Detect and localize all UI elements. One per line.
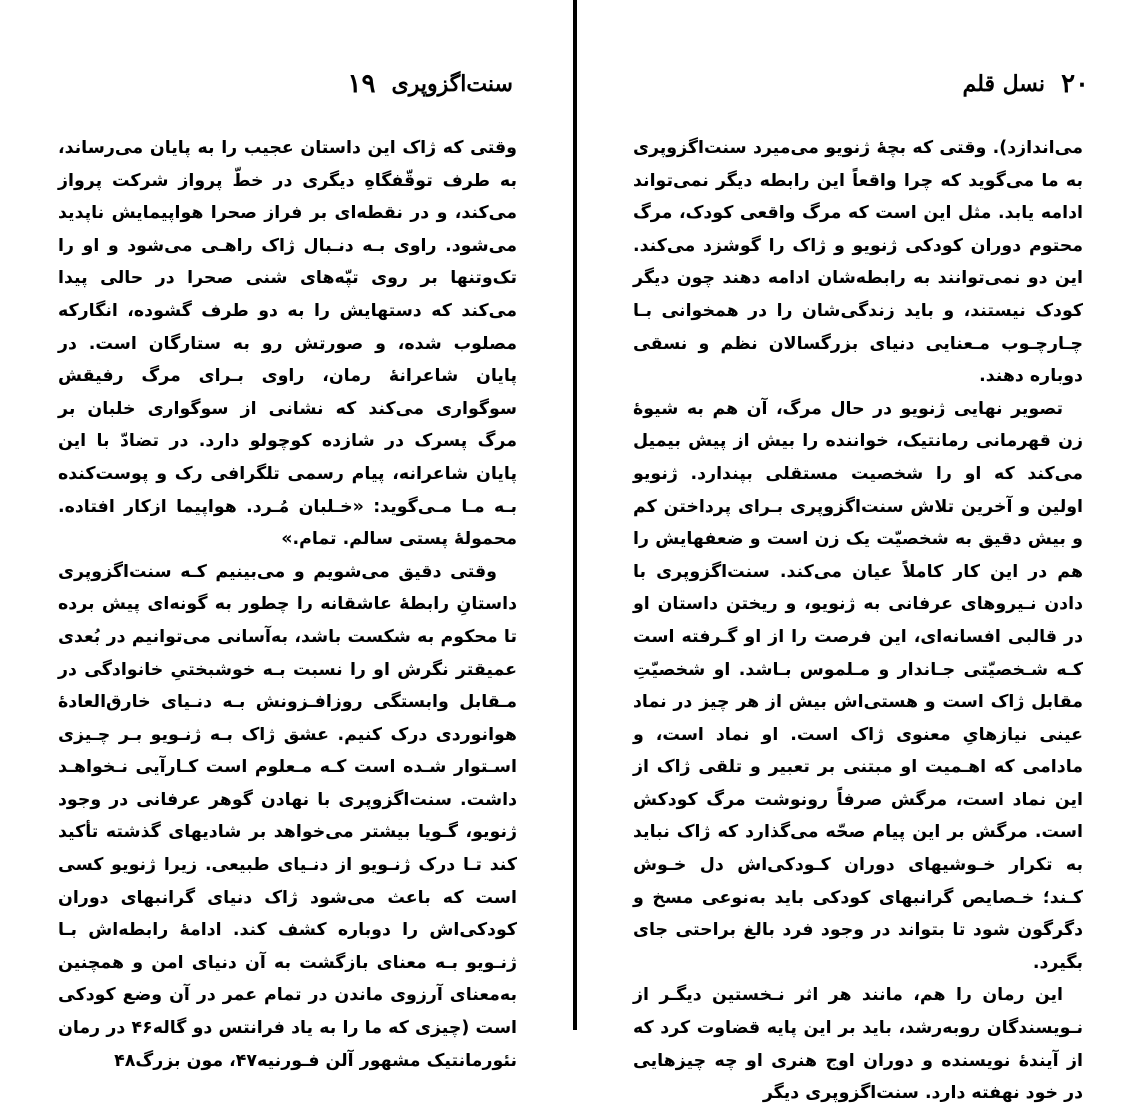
running-title: سنت‌اگزوپری — [391, 71, 513, 97]
left-page — [0, 0, 573, 1071]
right-page-body — [633, 132, 1083, 1110]
page-number: ۲۰ — [1061, 69, 1089, 99]
paragraph: وقتی دقیق می‌شویم و می‌بینیم کـه سنت‌اگزوپری داستانِ رابطهٔ عاشقانه را چطور به گونه‌ای پیش برده تا محکوم به شکست باشد، به‌آسانی می‌توانیم در بُعدی عمیقتر نگرش او را نسبت بـه خوشبختیِ خانوادگی در مـقابل وابستگی روزافـزونش بـه دنـیای خارق‌العادهٔ هوانوردی درک کنیم. عشق ژاک بـه ژنـویو بـر چـیزی اسـتوار شـده است کـه مـعلوم است کـارآیی نـخواهـد داشت. سنت‌اگزوپری با نهادن گوهر عرفانی در وجود ژنویو، گـویا بیشتر می‌خواهد بر شادیهای گذشته تأکید کند تـا درک ژنـویو از دنـیای طبیعی. زیرا ژنویو کسی است که باعث می‌شود ژاک دنیای گرانبهای دوران کودکی‌اش را دوباره کشف کند. ادامهٔ رابطه‌اش بـا ژنـویو بـه معنای بازگشت به آن دنیای امن و همچنین به‌معنای آرزوی ماندن در تمام عمر در آن وضع کودکی است (چیزی که ما را به یاد فرانتس دو گاله۴۶ در رمان نئورمانتیک مشهور آلن فـورنیه۴۷، مون بزرگ۴۸ — [58, 561, 518, 1071]
page-number: ۱۹ — [347, 69, 376, 99]
running-title: نسل قلم — [962, 71, 1046, 97]
left-page-header — [348, 66, 513, 102]
right-page-header — [963, 66, 1089, 102]
left-page-body — [58, 132, 517, 1077]
paragraph: می‌اندازد). وقتی که بچهٔ ژنویو می‌میرد سنت‌اگزوپری به ما می‌گوید که چرا واقعاً این رابطه دیگر نمی‌تواند ادامه یابد. مثل این است که مرگ واقعی کودک، مرگ محتوم دوران کودکی ژنویو و ژاک را گوشزد می‌کند. این دو نمی‌توانند به رابطه‌شان ادامه دهند چون دیگر کودک نیستند، و باید زندگی‌شان را در همخوانی بـا چـارچـوب مـعنایی دنیای بزرگسالان نظم و نسقی دوباره دهند. — [633, 138, 1083, 387]
paragraph: این رمان را هم، مانند هر اثر نـخستین دیگـر از نـویسندگان روبه‌رشد، باید بر این پایه قضاوت کرد که از آیندهٔ نویسنده و دوران اوج هنری او چه چیزهایی در خود نهفته دارد. سنت‌اگزوپری دیگر — [633, 985, 1083, 1104]
paragraph: وقتی که ژاک این داستان عجیب را به پایان می‌رساند، به طرف توقّفگاهِ دیگری در خطّ پرواز شرکت پرواز می‌کند، و در نقطه‌ای بر فراز صحرا هواپیمایش ناپدید می‌شود. راوی بـه دنـبال ژاک راهـی می‌شود و او را تک‌وتنها بر روی تپّه‌های شنی صحرا در حالی پیدا می‌کند که دستهایش را به دو طرف گشوده، انگارکه مصلوب شده، و صورتش رو به ستارگان است. در پایان شاعرانهٔ رمان، راوی بـرای مرگ رفیقش سوگواری می‌کند که نشانی از سوگواری خلبان بر مرگ پسرک در شازده کوچولو دارد. در تضادّ با این پایان شاعرانه، پیام رسمی تلگرافی رک و پوست‌کنده بـه مـا مـی‌گوید: «خـلبان مُـرد. هواپیما ازکار افتاده. محمولهٔ پستی سالم. تمام.» — [58, 138, 517, 550]
right-page — [577, 0, 1147, 1104]
paragraph: تصویر نهایی ژنویو در حال مرگ، آن هم به شیوهٔ زن قهرمانی رمانتیک، خواننده را بیش از پیش بیمیل می‌کند که او را شخصیت مستقلی بپندارد. ژنویو اولین و آخرین تلاش سنت‌اگزوپری بـرای پرداختن کم و بیش دقیق به شخصیّت یک زن است و ضعفهایش را هم در این کار کاملاً عیان می‌کند. سنت‌اگزوپری با دادن نـیروهای عرفانی به ژنویو، و ریختن داستان او در قالبی افسانه‌ای، این فرصت را از او گـرفته است کـه شـخصیّتی جـاندار و مـلموس بـاشد. او شخصیّتِ مقابل ژاک است و هستی‌اش بیش از هر چیز در نماد عینی نیازهایِ معنوی ژاک است. او نماد است، و مادامی که اهـمیت او مبتنی بر تعبیر و تلقی ژاک از این نماد است، مرگش صرفاً رونوشت مرگ کودکش است. مرگش بر این پیام صحّه می‌گذارد که ژاک نباید به تکرار خـوشیهای دوران کـودکی‌اش دل خـوش کـند؛ خـصایص گرانبهای کودکی باید به‌نوعی مسخ و دگرگون شود تا بتواند در وجود فرد بالغ براحتی جای بگیرد. — [633, 398, 1083, 973]
